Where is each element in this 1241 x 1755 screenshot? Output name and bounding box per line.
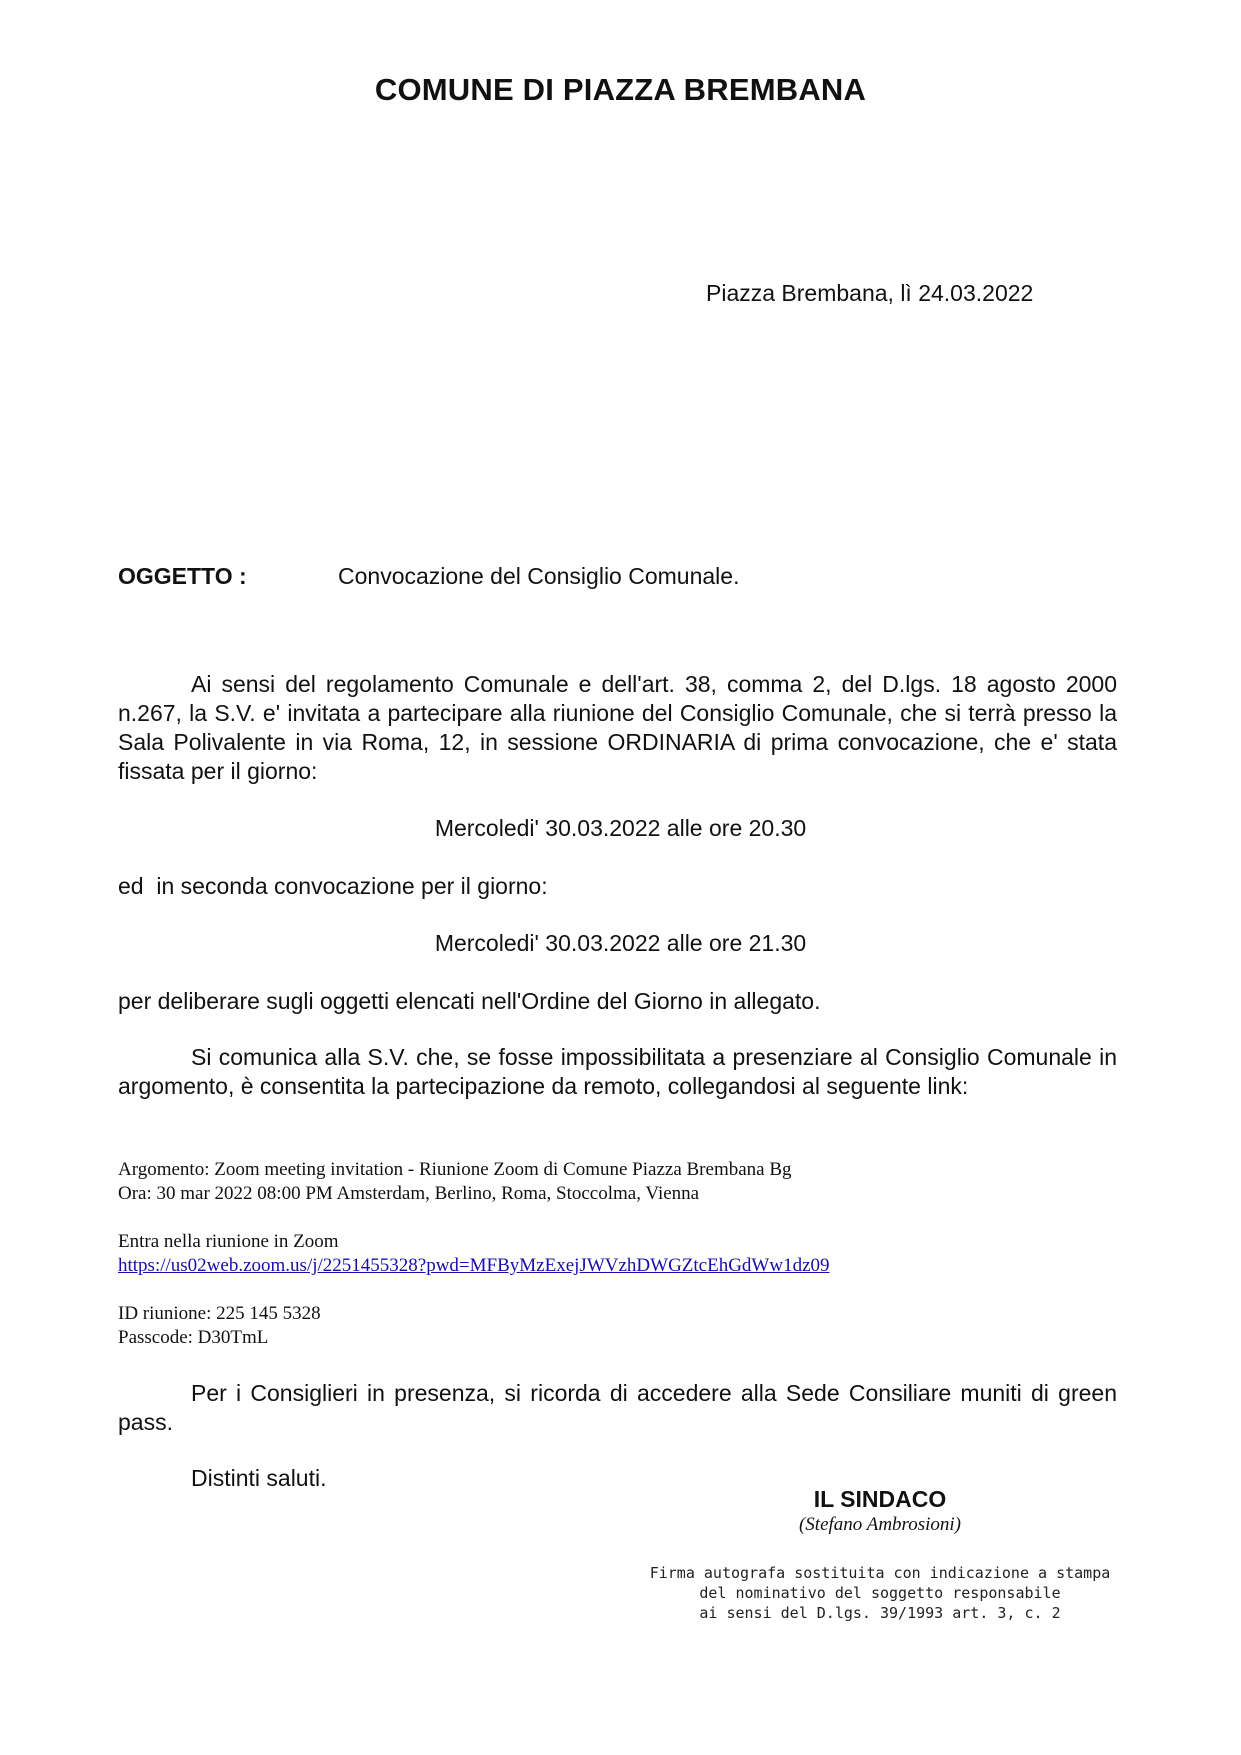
subject-label: OGGETTO :: [118, 563, 247, 589]
remote-text: Si comunica alla S.V. che, se fosse impossibilitata a presenziare al Consiglio Comunale in argomento, è consentita la partecipazione da remoto, collegandosi al seguente link:: [118, 1044, 1117, 1099]
subject-text: Convocazione del Consiglio Comunale.: [338, 563, 740, 589]
zoom-meeting-link[interactable]: https://us02web.zoom.us/j/2251455328?pwd=MFByMzExejJWVzhDWGZtcEhGdWw1dz09: [118, 1255, 830, 1276]
place-date: Piazza Brembana, lì 24.03.2022: [706, 280, 1034, 306]
signature-title: IL SINDACO: [813, 1486, 947, 1512]
zoom-join-label: Entra nella riunione in Zoom: [118, 1231, 339, 1252]
zoom-meeting-id: ID riunione: 225 145 5328: [118, 1303, 321, 1324]
green-pass-text: Per i Consiglieri in presenza, si ricorda di accedere alla Sede Consiliare muniti di green pass.: [118, 1380, 1117, 1435]
intro-text: Ai sensi del regolamento Comunale e dell'art. 38, comma 2, del D.lgs. 18 agosto 2000 n.267, la S.V. e' invitata a partecipare alla riunione del Consiglio Comunale, che si terrà presso la Sala Polivalente in via Roma, 12, in sessione ORDINARIA di prima convocazione, che e' stata fissata per il giorno:: [118, 671, 1117, 784]
zoom-topic: Argomento: Zoom meeting invitation - Riunione Zoom di Comune Piazza Brembana Bg: [118, 1159, 792, 1180]
signature-note-line: ai sensi del D.lgs. 39/1993 art. 3, c. 2: [699, 1604, 1061, 1622]
intro-paragraph: [118, 670, 1117, 786]
signature-note: [620, 1563, 1140, 1623]
deliberate-text: per deliberare sugli oggetti elencati nell'Ordine del Giorno in allegato.: [118, 988, 821, 1014]
signature-note-line: Firma autografa sostituita con indicazione a stampa: [649, 1564, 1111, 1582]
first-convocation-date: Mercoledi' 30.03.2022 alle ore 20.30: [434, 815, 807, 841]
green-pass-paragraph: [118, 1379, 1117, 1437]
greeting: Distinti saluti.: [191, 1465, 327, 1491]
second-convocation-intro: ed in seconda convocazione per il giorno:: [118, 873, 548, 899]
second-convocation-date: Mercoledi' 30.03.2022 alle ore 21.30: [434, 930, 807, 956]
zoom-time: Ora: 30 mar 2022 08:00 PM Amsterdam, Berlino, Roma, Stoccolma, Vienna: [118, 1183, 700, 1204]
zoom-passcode: Passcode: D30TmL: [118, 1327, 269, 1348]
remote-paragraph: [118, 1043, 1117, 1101]
document-title: COMUNE DI PIAZZA BREMBANA: [374, 72, 867, 107]
signature-note-line: del nominativo del soggetto responsabile: [699, 1584, 1061, 1602]
signatory-name: (Stefano Ambrosioni): [798, 1514, 962, 1535]
